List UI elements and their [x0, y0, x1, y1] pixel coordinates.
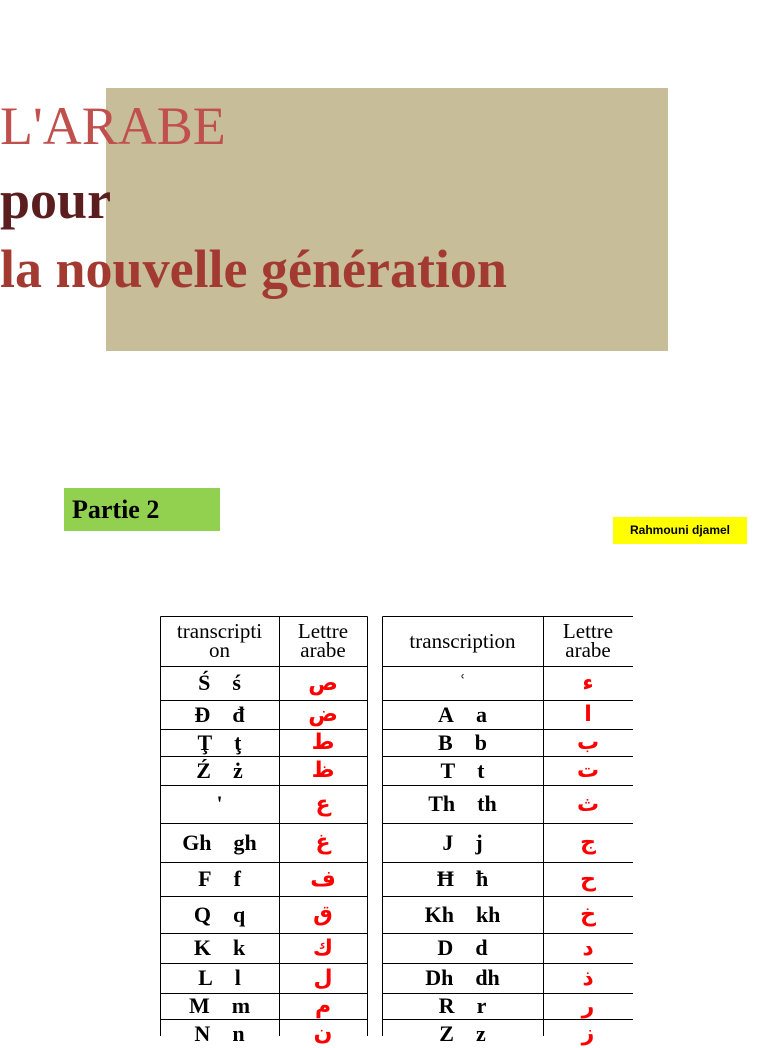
left-transcription-cell	[160, 700, 279, 729]
lowercase-transcription: ś	[232, 670, 241, 695]
uppercase-transcription: D	[437, 935, 454, 960]
right-transcription-cell	[382, 896, 543, 933]
lowercase-transcription: đ	[232, 701, 245, 727]
right-arabic-letter: ت	[576, 758, 600, 783]
header-text: arabe	[565, 638, 611, 662]
uppercase-transcription: R	[438, 993, 455, 1018]
right-arabic-letter: د	[582, 935, 594, 961]
uppercase-transcription: Q	[193, 901, 211, 927]
uppercase-transcription: Th	[428, 791, 456, 816]
header-text: transcription	[409, 628, 516, 653]
left-transcription-cell	[160, 823, 279, 862]
right-transcription-cell	[382, 993, 543, 1019]
right-transcription-cell	[382, 823, 543, 862]
uppercase-transcription: Dh	[425, 965, 454, 990]
alphabet-table	[160, 616, 633, 1046]
left-transcription-cell	[160, 785, 279, 823]
uppercase-transcription: Ś	[198, 670, 211, 695]
header-text: on	[209, 638, 230, 662]
lowercase-transcription: th	[477, 791, 497, 816]
uppercase-transcription: ʿ	[458, 670, 467, 695]
lowercase-transcription: dh	[475, 965, 500, 990]
uppercase-transcription: B	[438, 729, 453, 755]
lowercase-transcription: ţ	[234, 729, 242, 755]
right-arabic-letter: ز	[581, 1021, 595, 1046]
right-arabic-letter: ث	[576, 791, 600, 817]
left-arabic-letter: ط	[311, 730, 335, 755]
right-transcription-cell	[382, 700, 543, 729]
right-arabic-letter: ج	[580, 830, 596, 855]
uppercase-transcription: T	[440, 757, 456, 783]
left-arabic-letter: ك	[312, 935, 334, 961]
left-arabic-letter: ف	[310, 866, 336, 892]
header-right-transcription	[382, 616, 543, 666]
right-transcription-cell	[382, 933, 543, 963]
title-line-2: pour	[0, 170, 112, 230]
left-transcription-cell	[160, 666, 279, 700]
header-right-letter	[543, 616, 633, 666]
lowercase-transcription: z	[475, 1020, 486, 1046]
lowercase-transcription: gh	[233, 829, 257, 855]
left-arabic-letter: ع	[315, 791, 331, 817]
uppercase-transcription: J	[442, 829, 454, 855]
header-text: arabe	[300, 638, 346, 662]
lowercase-transcription: kh	[475, 901, 501, 927]
right-transcription-cell	[382, 666, 543, 700]
lowercase-transcription: r	[476, 993, 487, 1018]
header-left-transcription	[160, 616, 279, 666]
part-label: Partie 2	[64, 488, 220, 531]
right-arabic-letter: ا	[584, 702, 592, 727]
left-transcription-cell	[160, 963, 279, 993]
uppercase-transcription: Ź	[196, 757, 211, 783]
right-transcription-cell	[382, 756, 543, 785]
uppercase-transcription: A	[438, 701, 454, 727]
left-arabic-letter: ن	[313, 1021, 333, 1046]
lowercase-transcription: k	[232, 935, 246, 960]
lowercase-transcription: l	[234, 965, 241, 990]
uppercase-transcription: Ħ	[436, 866, 454, 891]
uppercase-transcription: F	[198, 866, 212, 891]
header-left-letter	[279, 616, 367, 666]
uppercase-transcription: M	[188, 993, 210, 1018]
header-text: transcripti	[176, 619, 263, 643]
lowercase-transcription: ħ	[475, 866, 489, 891]
uppercase-transcription: Z	[439, 1020, 454, 1046]
title-line-3: la nouvelle génération	[0, 239, 507, 299]
right-arabic-letter: ح	[580, 866, 596, 892]
uppercase-transcription: L	[198, 965, 213, 990]
right-transcription-cell	[382, 963, 543, 993]
lowercase-transcription: d	[475, 935, 488, 960]
header-text: Lettre	[562, 619, 614, 643]
right-arabic-letter: خ	[580, 902, 596, 927]
header-text: Lettre	[297, 619, 349, 643]
left-arabic-letter: ض	[308, 702, 338, 727]
left-arabic-letter: ص	[308, 670, 338, 696]
lowercase-transcription: q	[232, 901, 246, 927]
left-transcription-cell	[160, 862, 279, 896]
right-transcription-cell	[382, 862, 543, 896]
left-transcription-cell	[160, 729, 279, 756]
uppercase-transcription: Kh	[424, 901, 454, 927]
right-transcription-cell	[382, 1019, 543, 1048]
uppercase-transcription: Đ	[194, 701, 211, 727]
left-transcription-cell	[160, 756, 279, 785]
right-arabic-letter: ذ	[582, 965, 594, 991]
lowercase-transcription: t	[477, 757, 485, 783]
lowercase-transcription: a	[475, 701, 487, 727]
author-label: Rahmouni djamel	[613, 517, 747, 544]
right-transcription-cell	[382, 785, 543, 823]
left-arabic-letter: م	[314, 993, 332, 1019]
left-transcription-cell	[160, 933, 279, 963]
uppercase-transcription: N	[194, 1020, 211, 1046]
uppercase-transcription: '	[216, 791, 223, 816]
lowercase-transcription: m	[231, 993, 251, 1018]
right-arabic-letter: ب	[576, 730, 600, 755]
left-transcription-cell	[160, 1019, 279, 1048]
left-transcription-cell	[160, 896, 279, 933]
uppercase-transcription: K	[193, 935, 211, 960]
left-arabic-letter: ظ	[311, 758, 335, 783]
lowercase-transcription: b	[474, 729, 487, 755]
right-arabic-letter: ر	[581, 993, 595, 1019]
title-line-1: L'ARABE	[0, 96, 226, 156]
lowercase-transcription: ż	[232, 757, 243, 783]
left-arabic-letter: غ	[315, 830, 331, 855]
uppercase-transcription: Gh	[182, 829, 212, 855]
left-arabic-letter: ل	[313, 965, 333, 991]
lowercase-transcription: n	[232, 1020, 245, 1046]
lowercase-transcription: f	[233, 866, 241, 891]
lowercase-transcription: j	[475, 829, 483, 855]
right-transcription-cell	[382, 729, 543, 756]
left-transcription-cell	[160, 993, 279, 1019]
uppercase-transcription: Ţ	[197, 729, 213, 755]
left-arabic-letter: ق	[313, 902, 333, 927]
right-arabic-letter: ء	[582, 670, 594, 696]
